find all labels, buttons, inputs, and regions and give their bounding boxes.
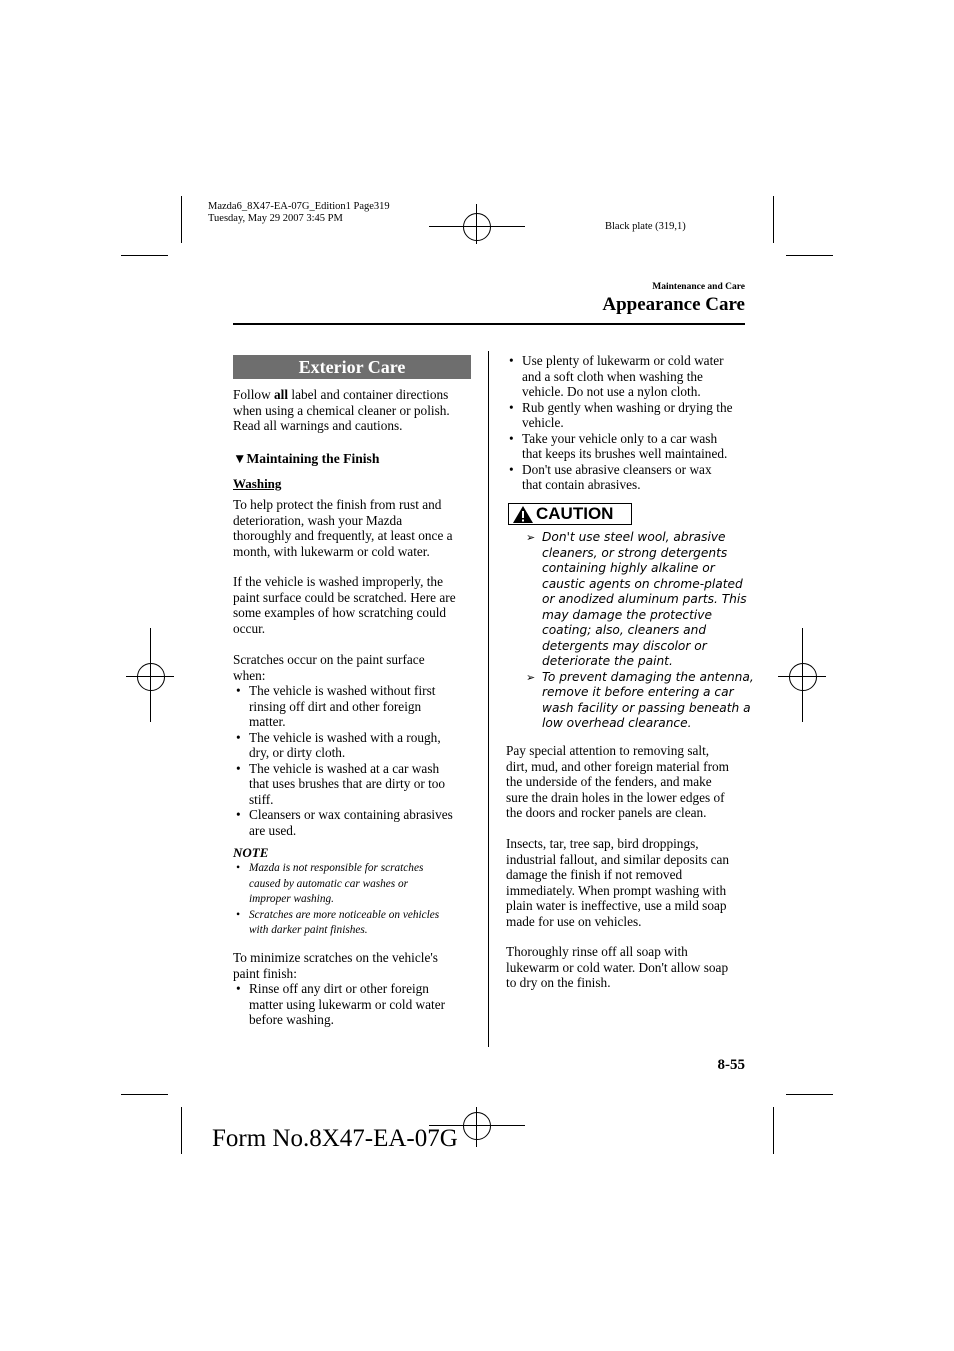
list-item: • The vehicle is washed without first rinsing off dirt and other foreign matter. — [233, 683, 478, 730]
caution-badge — [508, 503, 632, 525]
chapter-title: Appearance Care — [602, 294, 745, 315]
warning-triangle-icon — [512, 505, 534, 524]
left-paragraph-3: Scratches occur on the paint surface when: — [233, 652, 425, 683]
list-item: ➢ To prevent damaging the antenna, remove it before entering a car wash facility or passing beneath a low overhead clearance. — [506, 670, 756, 732]
exterior-care-heading: Exterior Care — [233, 355, 471, 379]
column-divider — [488, 351, 489, 1047]
form-number: Form No.8X47-EA-07G — [212, 1125, 458, 1152]
right-paragraph-2: Insects, tar, tree sap, bird droppings, industrial fallout, and similar deposits can damage the finish if not removed immediately. When prompt washing with plain water is ineffective, use a mild soap made for use on vehicles. — [506, 836, 730, 929]
right-paragraph-3: Thoroughly rinse off all soap with lukewarm or cold water. Don't allow soap to dry on the finish. — [506, 944, 729, 990]
caution-list — [506, 530, 756, 732]
page-number: 8-55 — [717, 1057, 745, 1073]
print-info — [208, 201, 390, 225]
note-heading: NOTE — [233, 845, 269, 860]
plate-label: Black plate (319,1) — [605, 221, 686, 232]
date-line: Tuesday, May 29 2007 3:45 PM — [208, 213, 343, 224]
left-paragraph-2: If the vehicle is washed improperly, the paint surface could be scratched. Here are some examples of how scratching could occur. — [233, 574, 456, 636]
maintaining-finish-heading: ▼Maintaining the Finish — [233, 451, 380, 466]
list-item: • Don't use abrasive cleansers or wax that contain abrasives. — [506, 462, 751, 493]
list-item: • Rinse off any dirt or other foreign matter using lukewarm or cold water before washing. — [233, 981, 478, 1028]
list-item: • Take your vehicle only to a car wash that keeps its brushes well maintained. — [506, 431, 751, 462]
list-item: • Rub gently when washing or drying the vehicle. — [506, 400, 751, 431]
list-item: • Cleansers or wax containing abrasives are used. — [233, 807, 478, 838]
list-item: • Mazda is not responsible for scratches caused by automatic car washes or improper washing. — [233, 861, 478, 908]
list-item: • Scratches are more noticeable on vehicles with darker paint finishes. — [233, 908, 478, 939]
list-item: • The vehicle is washed with a rough, dry, or dirty cloth. — [233, 730, 478, 761]
triangle-down-icon: ▼ — [233, 451, 247, 466]
intro-paragraph: Follow all label and container directions when using a chemical cleaner or polish. Read all warnings and cautions. — [233, 387, 450, 433]
note-list — [233, 861, 478, 939]
file-line: Mazda6_8X47-EA-07G_Edition1 Page319 — [208, 201, 390, 212]
list-item: • Use plenty of lukewarm or cold water and a soft cloth when washing the vehicle. Do not use a nylon cloth. — [506, 353, 751, 400]
washing-label: Washing — [233, 476, 282, 491]
list-item: • The vehicle is washed at a car wash that uses brushes that are dirty or too stiff. — [233, 761, 478, 808]
left-paragraph-4: To minimize scratches on the vehicle's paint finish: — [233, 950, 438, 981]
washing-tips-list — [506, 353, 751, 493]
caution-label: CAUTION — [536, 504, 614, 523]
right-paragraph-1: Pay special attention to removing salt, dirt, mud, and other foreign material from the underside of the fenders, and make sure the drain holes in the lower edges of the doors and rocker panels are clean. — [506, 743, 730, 820]
section-label: Maintenance and Care — [652, 282, 745, 292]
left-paragraph-1: To help protect the finish from rust and deterioration, wash your Mazda thoroughly and frequently, at least once a month, with lukewarm or cold water. — [233, 497, 453, 559]
header-rule — [233, 323, 745, 325]
minimize-scratches-list — [233, 981, 478, 1028]
list-item: ➢ Don't use steel wool, abrasive cleaners, or strong detergents containing highly alkaline or caustic agents on chrome-plated or anodized aluminum parts. This may damage the protective coating; also, cleaners and detergents may discolor or deteriorate the paint. — [506, 530, 756, 670]
scratch-causes-list — [233, 683, 478, 838]
